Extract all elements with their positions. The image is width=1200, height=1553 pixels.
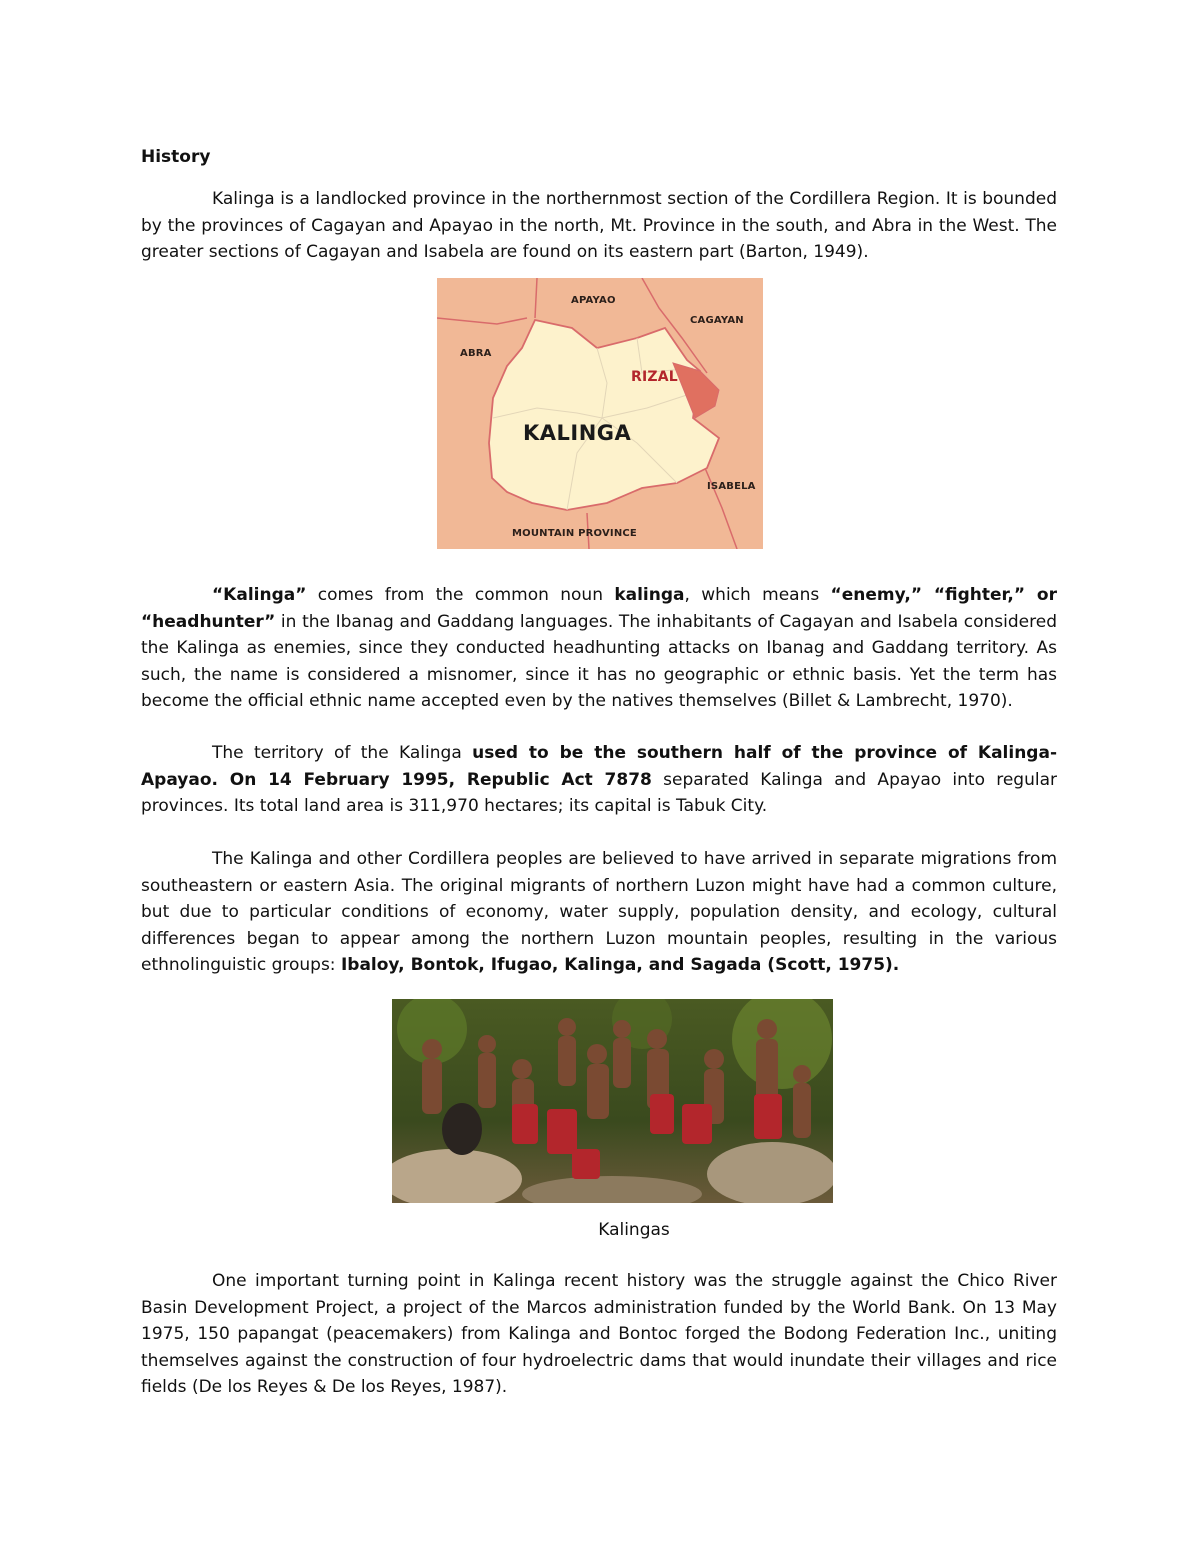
paragraph-territory: The territory of the Kalinga used to be the southern half of the province of Kalinga-Apayao. On 14 February 1995, Republic Act 7878 separated Kalinga and Apayao into regular provinces. Its total land area is 311,970 hectares; its capital is Tabuk City. xyxy=(141,743,1058,816)
map-label-apayao: APAYAO xyxy=(571,295,616,306)
paragraph-location-text: Kalinga is a landlocked province in the northernmost section of the Cordillera Region. It is bounded by the provinces of Cagayan and Apayao in the north, Mt. Province in the south, and Abra in the West. The greater sections of Cagayan and Isabela are found on its eastern part (Barton, 1949). xyxy=(141,189,1057,262)
kalingas-photo xyxy=(392,999,833,1203)
map-label-isabela: ISABELA xyxy=(707,481,756,492)
map-label-abra: ABRA xyxy=(460,348,492,359)
map-label-mountain-province: MOUNTAIN PROVINCE xyxy=(512,528,637,539)
kalinga-map xyxy=(437,278,763,549)
paragraph-chico-river xyxy=(141,1268,1057,1401)
photo-graphic xyxy=(392,999,833,1203)
map-label-rizal: RIZAL xyxy=(631,369,678,385)
map-label-cagayan: CAGAYAN xyxy=(690,315,744,326)
photo-caption: Kalingas xyxy=(598,1220,670,1240)
paragraph-migration: The Kalinga and other Cordillera peoples are believed to have arrived in separate migrations from southeastern or eastern Asia. The original migrants of northern Luzon might have had a common culture, but due to particular conditions of economy, water supply, population density, and ecology, cultural differences began to appear among the northern Luzon mountain peoples, resulting in the various ethnolinguistic groups: Ibaloy, Bontok, Ifugao, Kalinga, and Sagada (Scott, 1975). xyxy=(141,849,1057,975)
paragraph-etymology: “Kalinga” comes from the common noun kalinga, which means “enemy,” “fighter,” or “headhunter” in the Ibanag and Gaddang languages. The inhabitants of Cagayan and Isabela considered the Kalinga as enemies, since they conducted headhunting attacks on Ibanag and Gaddang territory. As such, the name is considered a misnomer, since it has no geographic or ethnic basis. Yet the term has become the official ethnic name accepted even by the natives themselves (Billet & Lambrecht, 1970). xyxy=(141,585,1057,711)
paragraph-chico-river-text: One important turning point in Kalinga recent history was the struggle against the Chico River Basin Development Project, a project of the Marcos administration funded by the World Bank. On 13 May 1975, 150 papangat (peacemakers) from Kalinga and Bontoc forged the Bodong Federation Inc., uniting themselves against the construction of four hydroelectric dams that would inundate their villages and rice fields (De los Reyes & De los Reyes, 1987). xyxy=(141,1271,1057,1397)
paragraph-location xyxy=(141,186,1057,266)
section-heading: History xyxy=(141,147,211,167)
map-label-kalinga: KALINGA xyxy=(523,421,632,445)
